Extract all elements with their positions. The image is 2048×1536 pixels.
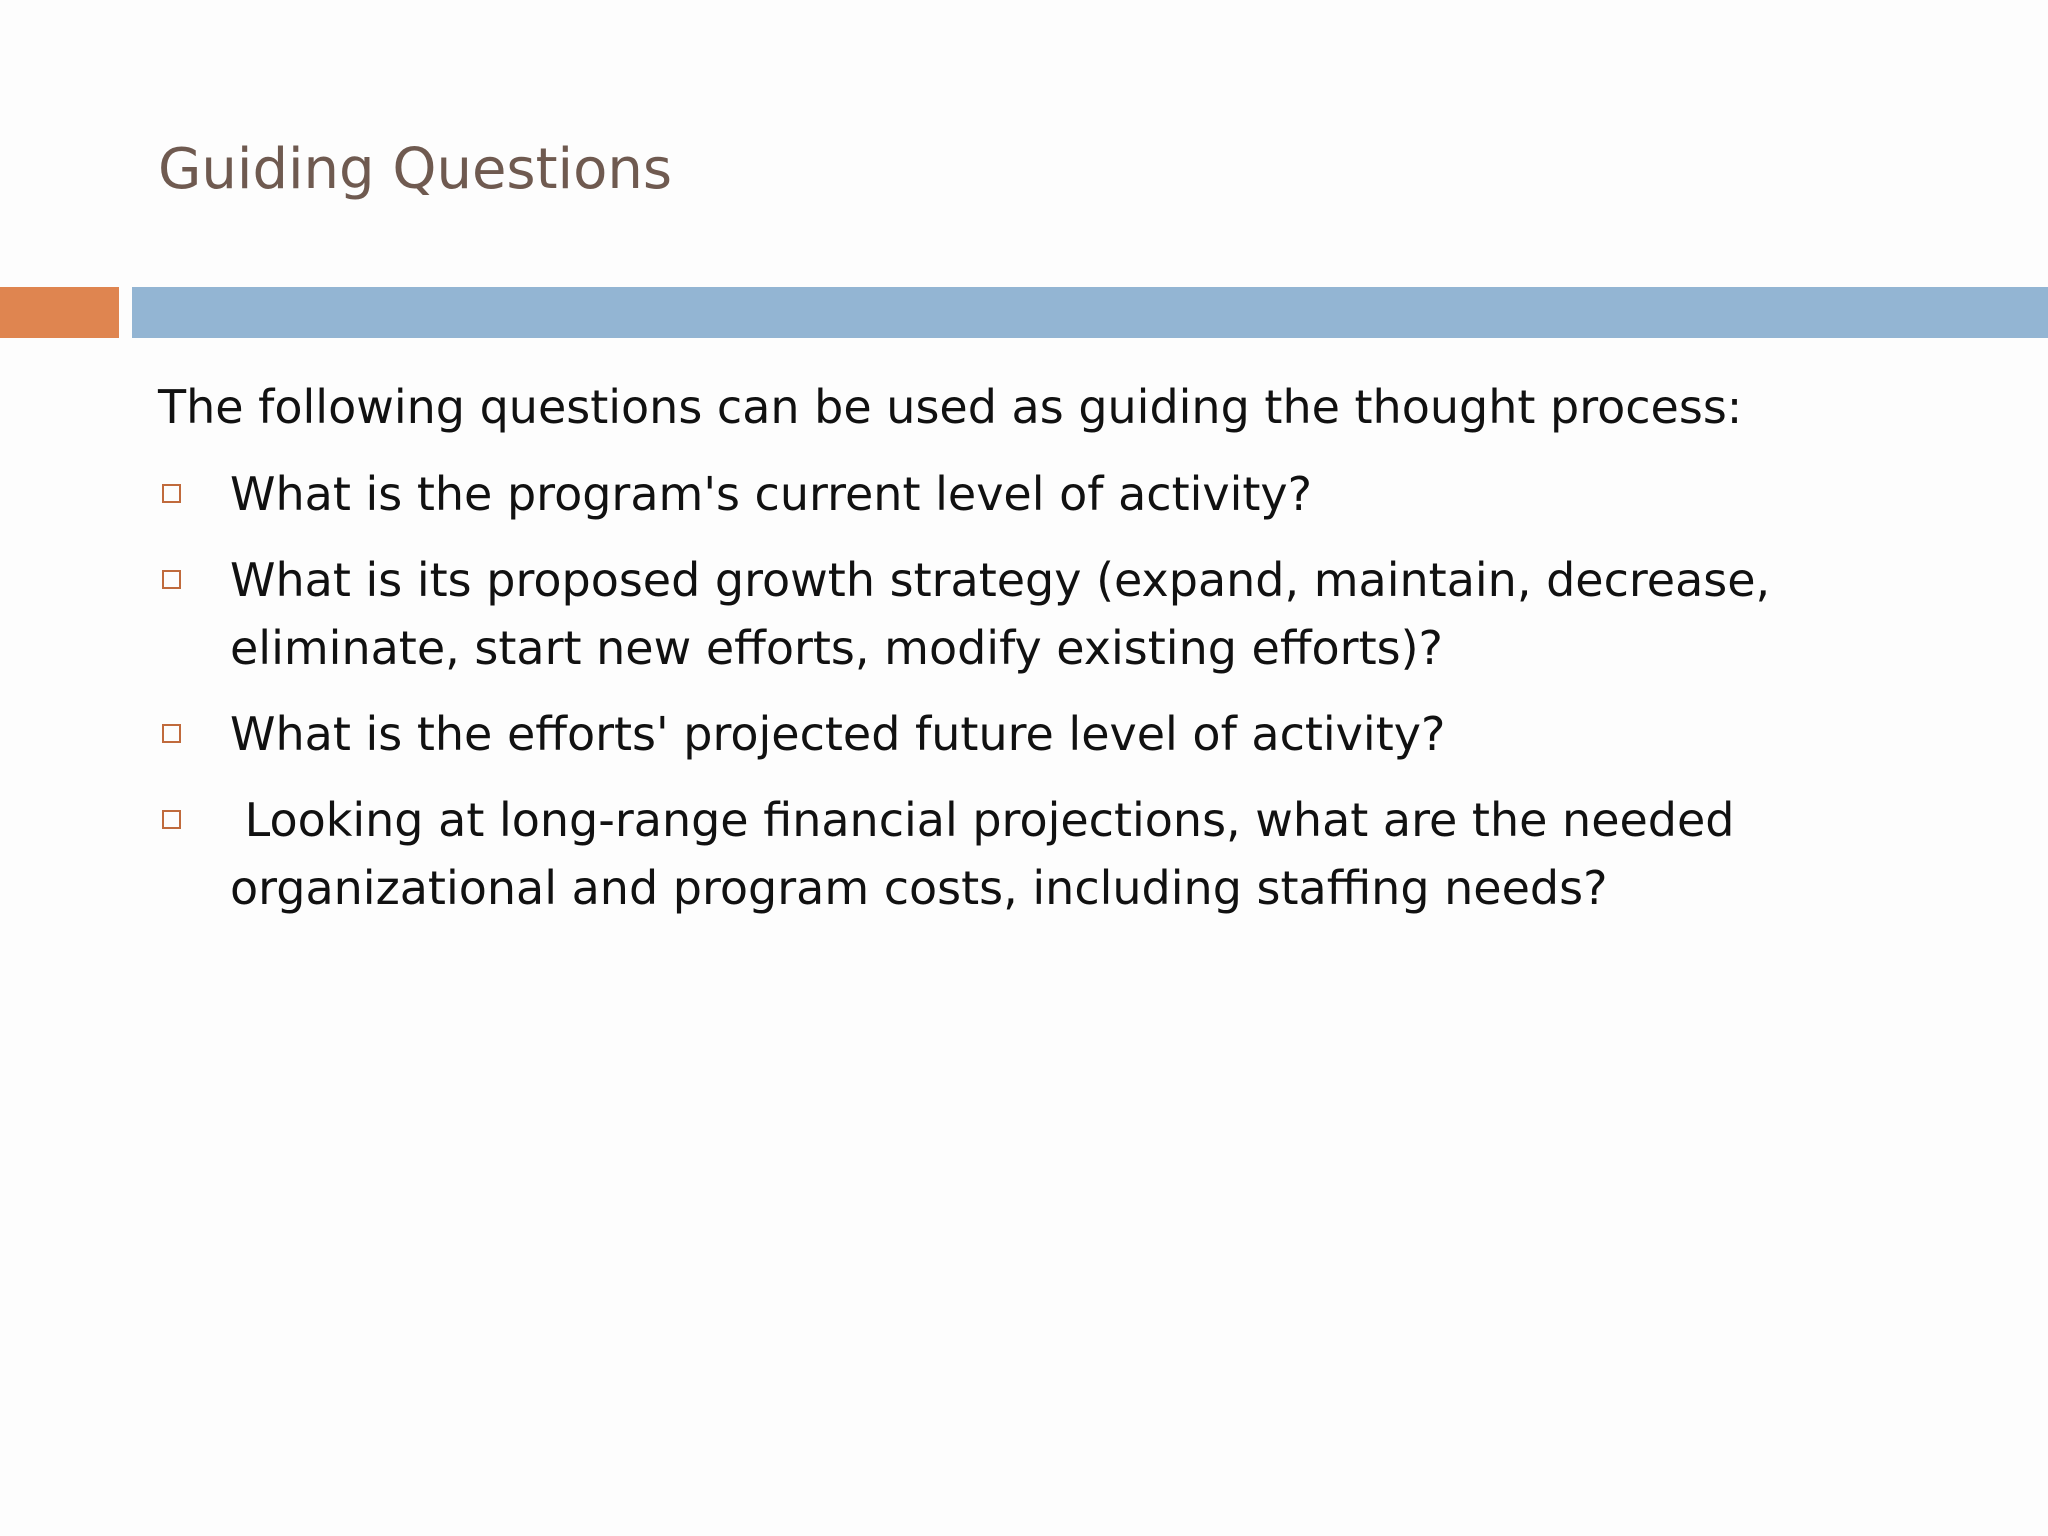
bullet-text: What is its proposed growth strategy (expand, maintain, decrease, eliminate, start new efforts, modify existing efforts)? [230,553,1771,675]
square-bullet-icon [162,810,181,829]
title-accent-bar [0,287,119,338]
bullet-item [158,546,1990,682]
bullet-item [158,700,1990,768]
title-divider-bar [132,287,2048,338]
square-bullet-icon [162,724,181,743]
bullet-item [158,460,1990,528]
bullet-text: What is the program's current level of activity? [230,467,1313,521]
bullet-item [158,786,1990,922]
square-bullet-icon [162,484,181,503]
bullet-text: What is the efforts' projected future level of activity? [230,707,1446,761]
slide-body [158,372,1998,922]
square-bullet-icon [162,570,181,589]
intro-text: The following questions can be used as guiding the thought process: [158,380,1743,434]
bullet-text: Looking at long-range financial projections, what are the needed organizational and program costs, including staffing needs? [230,793,1750,915]
slide-title: Guiding Questions [158,137,673,202]
bullet-list [158,460,1998,922]
